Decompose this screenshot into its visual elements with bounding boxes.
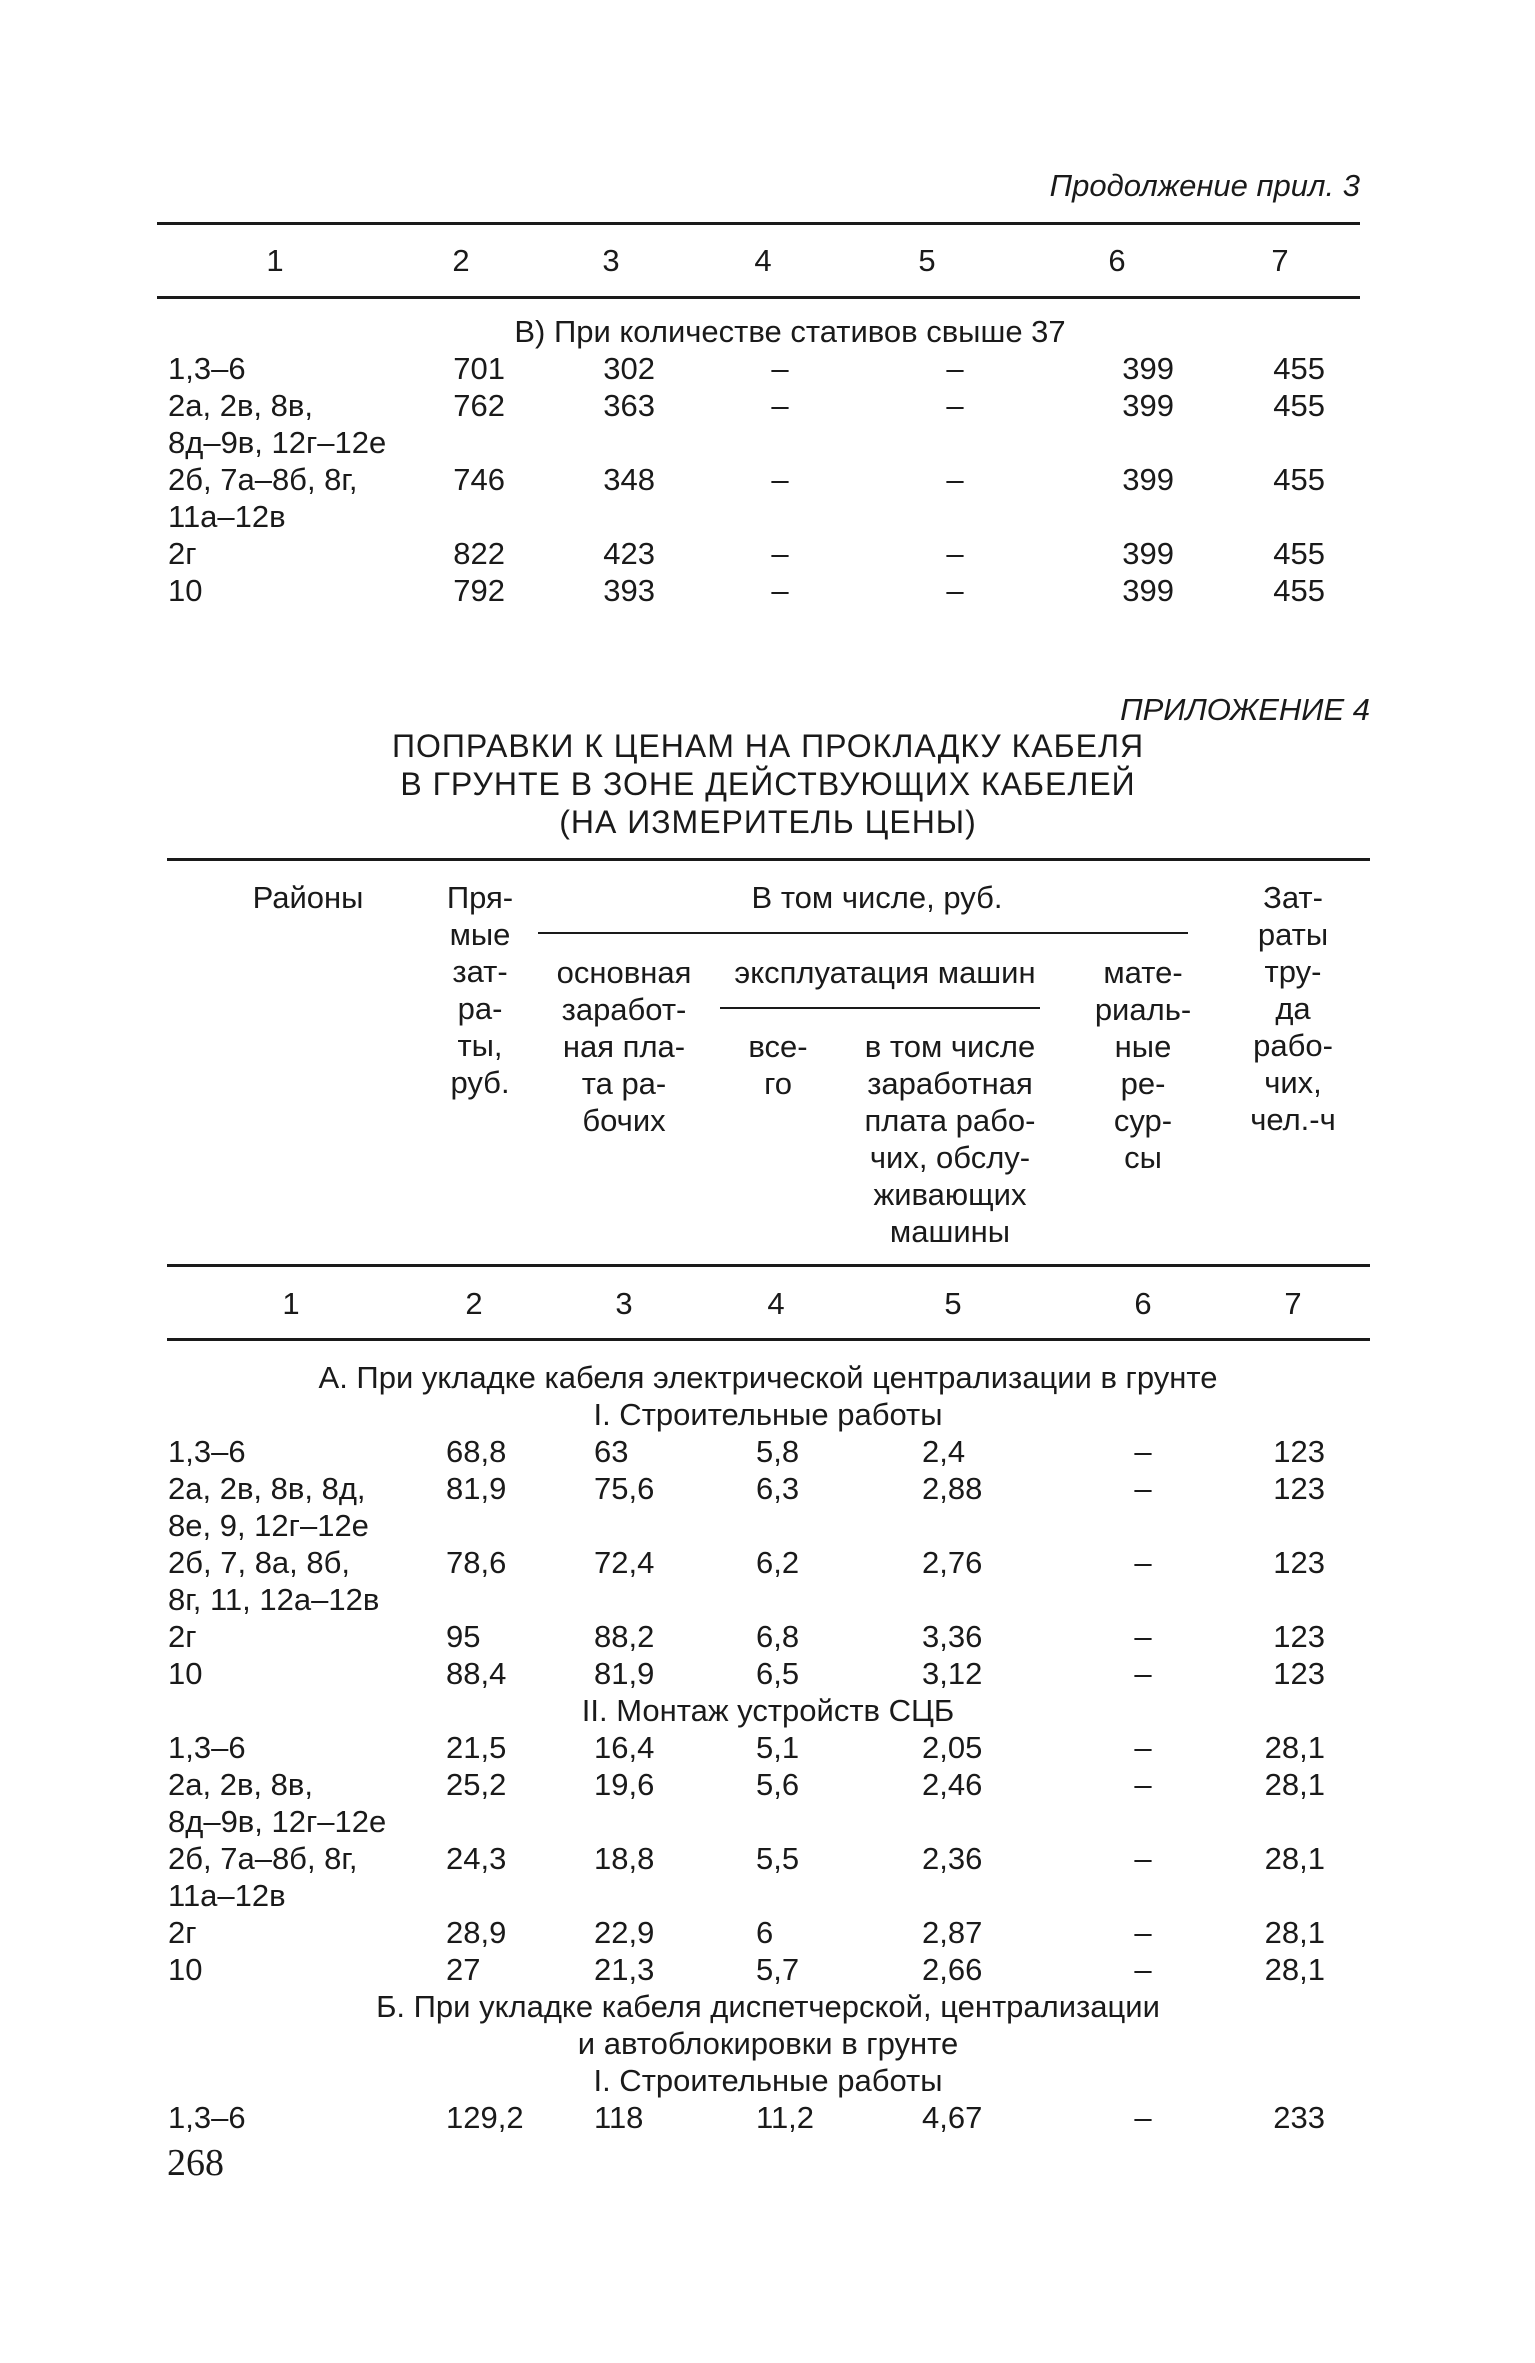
header-line: в том числе (864, 1029, 1036, 1064)
table-cell-c4: 5,7 (756, 1952, 800, 1987)
header-line: ты, (457, 1028, 503, 1063)
table-cell-c3: 19,6 (594, 1767, 655, 1802)
table-cell-c4: 6,5 (756, 1656, 800, 1691)
header-machine-rule (720, 1007, 1040, 1009)
appendix-title-line: В ГРУНТЕ В ЗОНЕ ДЕЙСТВУЮЩИХ КАБЕЛЕЙ (400, 766, 1136, 802)
table-cell-c2: 762 (453, 388, 505, 423)
table-cell-c2: 701 (453, 351, 505, 386)
table-cell-c7: 123 (1273, 1471, 1325, 1506)
appendix-title-line: ПОПРАВКИ К ЦЕНАМ НА ПРОКЛАДКУ КАБЕЛЯ (391, 728, 1145, 764)
table-row-district: 1,3–6 (168, 1434, 246, 1469)
table-cell-c4: – (771, 536, 789, 571)
table-cell-c6: – (1134, 1619, 1152, 1654)
subsection-title: II. Монтаж устройств СЦБ (581, 1693, 955, 1728)
table-cell-c6: – (1134, 1952, 1152, 1987)
table-cell-c7: 123 (1273, 1619, 1325, 1654)
appendix-title-line: (НА ИЗМЕРИТЕЛЬ ЦЕНЫ) (559, 804, 977, 840)
page-number: 268 (167, 2142, 224, 2184)
table-cell-c4: – (771, 573, 789, 608)
table-cell-c3: 81,9 (594, 1656, 655, 1691)
table-row-district: 10 (168, 573, 203, 608)
table-cell-c6: – (1134, 2100, 1152, 2135)
column-number: 1 (266, 243, 284, 278)
table-cell-c6: – (1134, 1471, 1152, 1506)
table-row-district: 8г, 11, 12а–12в (168, 1582, 380, 1617)
table1-header-rule (157, 296, 1360, 299)
table-cell-c2: 95 (446, 1619, 481, 1654)
table-cell-c5: 2,46 (922, 1767, 983, 1802)
table-cell-c6: 399 (1122, 536, 1174, 571)
header-line: Зат- (1263, 880, 1323, 915)
table-cell-c5: 3,12 (922, 1656, 983, 1691)
table-cell-c6: – (1134, 1656, 1152, 1691)
table-cell-c2: 746 (453, 462, 505, 497)
table-cell-c6: 399 (1122, 351, 1174, 386)
table-cell-c6: – (1134, 1767, 1152, 1802)
header-districts: Районы (252, 880, 364, 915)
header-line: заработная (867, 1066, 1033, 1101)
table-row-district: 1,3–6 (168, 1730, 246, 1765)
table-cell-c2: 68,8 (446, 1434, 507, 1469)
table-cell-c6: – (1134, 1841, 1152, 1876)
table-row-district: 1,3–6 (168, 2100, 246, 2135)
header-line: чел.-ч (1250, 1102, 1336, 1137)
column-number: 4 (754, 243, 772, 278)
header-line: ная пла- (562, 1029, 686, 1064)
table-cell-c6: – (1134, 1434, 1152, 1469)
table-cell-c4: – (771, 462, 789, 497)
table2-top-rule (167, 858, 1370, 861)
table-row-district: 2б, 7а–8б, 8г, (168, 462, 358, 497)
header-line: ра- (457, 991, 503, 1026)
header-line: мые (449, 917, 511, 952)
table-cell-c2: 27 (446, 1952, 481, 1987)
table-cell-c3: 63 (594, 1434, 629, 1469)
subsection-title: I. Строительные работы (593, 1397, 943, 1432)
table-cell-c5: 2,4 (922, 1434, 966, 1469)
table-cell-c2: 24,3 (446, 1841, 507, 1876)
table1-section-title: В) При количестве стативов свыше 37 (514, 314, 1066, 349)
table-cell-c2: 21,5 (446, 1730, 507, 1765)
table-row-district: 8д–9в, 12г–12е (168, 425, 387, 460)
header-line: тру- (1264, 954, 1322, 989)
table-row-district: 10 (168, 1656, 203, 1691)
table-row-district: 2б, 7а–8б, 8г, (168, 1841, 358, 1876)
table-cell-c7: 28,1 (1264, 1730, 1325, 1765)
table-cell-c4: 6 (756, 1915, 774, 1950)
header-line: основная (556, 955, 692, 990)
column-number: 2 (452, 243, 470, 278)
table-row-district: 2г (168, 536, 197, 571)
table-cell-c5: – (946, 462, 964, 497)
header-line: Пря- (446, 880, 514, 915)
table-cell-c2: 88,4 (446, 1656, 507, 1691)
table-cell-c3: 363 (603, 388, 655, 423)
table-cell-c6: – (1134, 1730, 1152, 1765)
table-cell-c7: 123 (1273, 1656, 1325, 1691)
table-cell-c5: – (946, 388, 964, 423)
header-line: рабо- (1253, 1028, 1333, 1063)
column-number: 5 (918, 243, 936, 278)
header-line: чих, обслу- (869, 1140, 1031, 1175)
table-cell-c3: 16,4 (594, 1730, 655, 1765)
header-line: мате- (1103, 955, 1183, 990)
table-cell-c5: 2,87 (922, 1915, 983, 1950)
table-cell-c3: 75,6 (594, 1471, 655, 1506)
table-row-district: 11а–12в (168, 499, 286, 534)
header-line: зат- (452, 954, 508, 989)
table-cell-c5: 2,05 (922, 1730, 983, 1765)
column-number: 4 (767, 1286, 785, 1321)
table-cell-c4: 5,6 (756, 1767, 800, 1802)
table-cell-c3: 22,9 (594, 1915, 655, 1950)
table-cell-c3: 72,4 (594, 1545, 655, 1580)
table-cell-c5: 2,66 (922, 1952, 983, 1987)
table-cell-c7: 233 (1273, 2100, 1325, 2135)
table-cell-c5: – (946, 536, 964, 571)
table-row-district: 2а, 2в, 8в, (168, 388, 313, 423)
table-cell-c3: 302 (603, 351, 655, 386)
subsection-title: I. Строительные работы (593, 2063, 943, 2098)
table-cell-c2: 25,2 (446, 1767, 507, 1802)
table-cell-c5: 4,67 (922, 2100, 983, 2135)
header-line: го (764, 1066, 792, 1101)
table-cell-c6: 399 (1122, 573, 1174, 608)
column-number: 7 (1271, 243, 1289, 278)
table-cell-c5: – (946, 351, 964, 386)
table-cell-c4: 6,2 (756, 1545, 800, 1580)
column-number: 6 (1108, 243, 1126, 278)
table-cell-c3: 423 (603, 536, 655, 571)
table-cell-c7: 455 (1273, 388, 1325, 423)
appendix-label: ПРИЛОЖЕНИЕ 4 (1120, 692, 1370, 727)
column-number: 7 (1284, 1286, 1302, 1321)
table2-columns-rule (167, 1338, 1370, 1341)
table-row-district: 2а, 2в, 8в, 8д, (168, 1471, 366, 1506)
header-including-rule (538, 932, 1188, 934)
table-row-district: 2а, 2в, 8в, (168, 1767, 313, 1802)
table-cell-c7: 28,1 (1264, 1952, 1325, 1987)
header-line: сур- (1113, 1103, 1173, 1138)
header-line: живающих (873, 1177, 1027, 1212)
table-cell-c4: 5,8 (756, 1434, 800, 1469)
table-cell-c3: 348 (603, 462, 655, 497)
table-cell-c4: – (771, 351, 789, 386)
table-cell-c2: 792 (453, 573, 505, 608)
table2-header-rule (167, 1264, 1370, 1267)
table-cell-c7: 123 (1273, 1434, 1325, 1469)
table-cell-c7: 455 (1273, 351, 1325, 386)
table-cell-c6: – (1134, 1915, 1152, 1950)
header-line: ные (1114, 1029, 1172, 1064)
header-line: руб. (450, 1065, 510, 1100)
table-cell-c3: 18,8 (594, 1841, 655, 1876)
section-title: А. При укладке кабеля электрической централизации в грунте (318, 1360, 1218, 1395)
table-cell-c3: 118 (594, 2100, 644, 2135)
header-line: заработ- (561, 992, 687, 1027)
table-cell-c3: 21,3 (594, 1952, 655, 1987)
table-cell-c7: 28,1 (1264, 1767, 1325, 1802)
header-line: все- (748, 1029, 808, 1064)
table-cell-c7: 455 (1273, 462, 1325, 497)
table-cell-c7: 123 (1273, 1545, 1325, 1580)
header-line: та ра- (581, 1066, 667, 1101)
table-cell-c3: 88,2 (594, 1619, 655, 1654)
table-cell-c4: 11,2 (756, 2100, 815, 2135)
table-cell-c2: 129,2 (446, 2100, 524, 2135)
table-cell-c4: 5,1 (756, 1730, 800, 1765)
column-number: 3 (602, 243, 620, 278)
header-line: бочих (582, 1103, 666, 1138)
table-row-district: 10 (168, 1952, 203, 1987)
section-title: и автоблокировки в грунте (577, 2026, 959, 2061)
header-including: В том числе, руб. (751, 880, 1003, 915)
continuation-label: Продолжение прил. 3 (1049, 168, 1360, 203)
table-cell-c5: 3,36 (922, 1619, 983, 1654)
header-line: чих, (1264, 1065, 1322, 1100)
table-row-district: 2б, 7, 8а, 8б, (168, 1545, 351, 1580)
table-cell-c6: 399 (1122, 462, 1174, 497)
table-row-district: 8д–9в, 12г–12е (168, 1804, 387, 1839)
table-row-district: 1,3–6 (168, 351, 246, 386)
table-cell-c5: – (946, 573, 964, 608)
table-cell-c5: 2,88 (922, 1471, 983, 1506)
table-cell-c2: 78,6 (446, 1545, 507, 1580)
table-cell-c6: 399 (1122, 388, 1174, 423)
table-cell-c7: 455 (1273, 573, 1325, 608)
header-line: раты (1257, 917, 1329, 952)
header-line: ре- (1120, 1066, 1166, 1101)
table-cell-c4: 5,5 (756, 1841, 800, 1876)
header-machine-operation: эксплуатация машин (734, 955, 1036, 990)
table-row-district: 2г (168, 1619, 197, 1654)
table-cell-c2: 28,9 (446, 1915, 507, 1950)
table-cell-c7: 28,1 (1264, 1915, 1325, 1950)
table-cell-c5: 2,36 (922, 1841, 983, 1876)
table-cell-c4: – (771, 388, 789, 423)
column-number: 2 (465, 1286, 483, 1321)
column-number: 6 (1134, 1286, 1152, 1321)
table-cell-c4: 6,8 (756, 1619, 800, 1654)
table-cell-c7: 28,1 (1264, 1841, 1325, 1876)
table-cell-c6: – (1134, 1545, 1152, 1580)
column-number: 1 (282, 1286, 300, 1321)
table-cell-c2: 81,9 (446, 1471, 507, 1506)
header-line: сы (1124, 1140, 1162, 1175)
table-cell-c4: 6,3 (756, 1471, 800, 1506)
table-row-district: 11а–12в (168, 1878, 286, 1913)
table-cell-c2: 822 (453, 536, 505, 571)
header-line: риаль- (1094, 992, 1192, 1027)
header-line: машины (889, 1214, 1011, 1249)
table-cell-c7: 455 (1273, 536, 1325, 571)
header-line: да (1275, 991, 1311, 1026)
column-number: 3 (615, 1286, 633, 1321)
table1-top-rule (157, 222, 1360, 225)
section-title: Б. При укладке кабеля диспетчерской, централизации (376, 1989, 1160, 2024)
table-cell-c5: 2,76 (922, 1545, 983, 1580)
table-cell-c3: 393 (603, 573, 655, 608)
table-row-district: 8е, 9, 12г–12е (168, 1508, 369, 1543)
table-row-district: 2г (168, 1915, 197, 1950)
column-number: 5 (944, 1286, 962, 1321)
header-line: плата рабо- (864, 1103, 1036, 1138)
